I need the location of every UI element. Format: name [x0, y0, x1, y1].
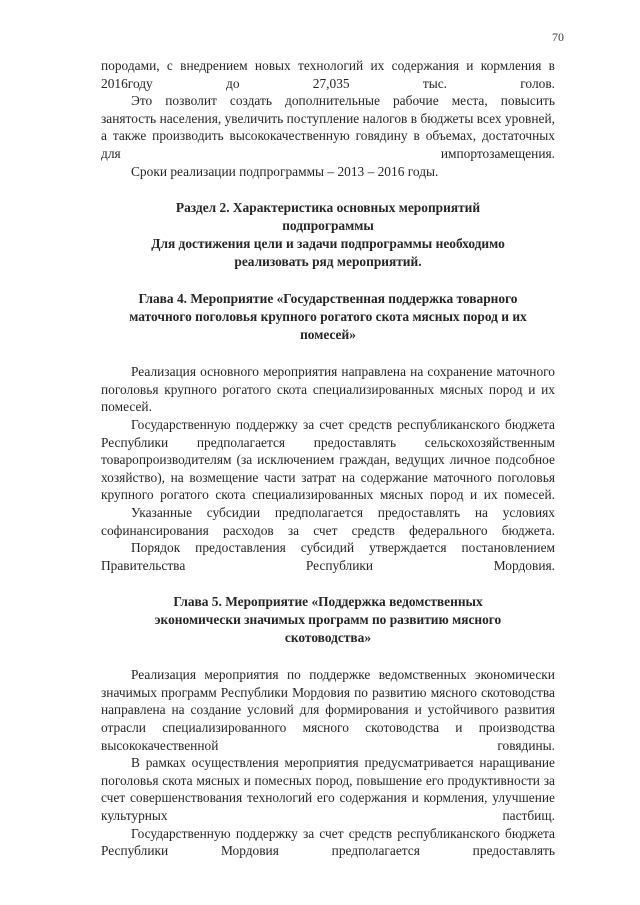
chapter-4-heading — [101, 290, 555, 344]
page-number: 70 — [552, 30, 564, 44]
heading-line: реализовать ряд мероприятий. — [234, 254, 422, 270]
document-body — [101, 57, 555, 860]
text-line: софинансирования расходов за счет средств федерального бюджета. — [101, 522, 555, 538]
chapter-4-paragraph-3 — [101, 504, 555, 539]
text-line: бюджета Республики предполагается предоставлять — [101, 416, 555, 450]
text-line: породами, с внедрением новых технологий их содержания и — [101, 58, 474, 73]
intro-paragraph-3: Сроки реализации подпрограммы – 2013 – 2016 годы. — [131, 163, 439, 179]
text-line: формирования и устойчивого развития отрасли специализированного — [101, 702, 555, 736]
text-line: бюджета Республики Мордовия предполагается предоставлять — [101, 825, 555, 859]
intro-paragraph-2 — [101, 92, 555, 162]
text-line: занятость населения, увеличить поступление налогов в бюджеты всех — [101, 110, 502, 126]
text-line: сельскохозяйственным товаропроизводителям (за исключением — [101, 434, 555, 468]
chapter-5-paragraph-2 — [101, 754, 555, 824]
heading-line: скотоводства» — [284, 630, 372, 646]
text-line: кормления в 2016году до 27,035 тыс. голов. — [101, 58, 555, 91]
text-line: наращивание поголовья скота мясных и помесных пород, повышение — [101, 755, 555, 788]
text-line: специализированных мясных пород и их помесей. — [252, 487, 555, 503]
text-line: Реализация основного мероприятия направлена на сохранение — [131, 364, 493, 380]
heading-line: помесей» — [300, 327, 356, 343]
heading-line: экономически значимых программ по развитию мясного — [154, 612, 502, 628]
text-line: Правительства Республики Мордовия. — [101, 557, 555, 573]
text-line: затрат на содержание маточного поголовья крупного рогатого скота — [101, 469, 555, 503]
text-line: маточного поголовья крупного рогатого скота специализированных — [101, 364, 555, 397]
text-line: содержания и кормления, улучшение культурных пастбищ. — [101, 790, 555, 824]
heading-line: Для достижения цели и задачи подпрограммы необходимо — [151, 236, 505, 252]
text-line: Реализация мероприятия по поддержке ведомственных — [131, 667, 467, 683]
text-line: мясных пород и их помесей. — [101, 381, 555, 415]
text-line: мясного скотоводства и производства высококачественной говядины. — [101, 720, 555, 753]
heading-line: подпрограммы — [282, 218, 374, 234]
chapter-5-heading — [101, 593, 555, 647]
heading-line: Глава 4. Мероприятие «Государственная поддержка товарного — [138, 291, 518, 307]
text-line: мясного скотоводства направлена на создание условий для — [101, 684, 555, 718]
chapter-5-paragraph-1 — [101, 666, 555, 754]
text-line: экономически значимых программ Республики Мордовия по развитию — [101, 667, 555, 700]
text-line: его продуктивности за счет совершенствования технологий его — [101, 772, 555, 806]
text-line: уровней, а также производить высококачественную говядину в — [101, 110, 555, 144]
text-line: объемах, достаточных для импортозамещения. — [101, 128, 555, 161]
intro-paragraph-1 — [101, 57, 555, 92]
chapter-4-paragraph-4 — [101, 539, 555, 574]
chapter-4-paragraph-1 — [101, 363, 555, 416]
text-line: Государственную поддержку за счет средств республиканского — [131, 825, 500, 841]
text-line: В рамках осуществления мероприятия предусматривается — [131, 755, 474, 771]
text-line: граждан, ведущих личное подсобное хозяйство), на возмещение части — [101, 452, 555, 485]
text-line: Это позволит создать дополнительные рабочие места, повысить — [131, 93, 555, 109]
chapter-5-paragraph-3 — [101, 825, 555, 860]
text-line: Порядок предоставления субсидий утверждается постановлением — [131, 540, 555, 556]
text-line: Указанные субсидии предполагается предоставлять на условиях — [131, 504, 555, 520]
chapter-4-paragraph-2 — [101, 416, 555, 504]
heading-line: Раздел 2. Характеристика основных мероприятий — [175, 200, 481, 216]
heading-line: Глава 5. Мероприятие «Поддержка ведомственных — [173, 594, 483, 610]
section-2-heading — [101, 199, 555, 271]
text-line: Государственную поддержку за счет средств республиканского — [131, 416, 500, 432]
heading-line: маточного поголовья крупного рогатого скота мясных пород и их — [129, 309, 527, 325]
